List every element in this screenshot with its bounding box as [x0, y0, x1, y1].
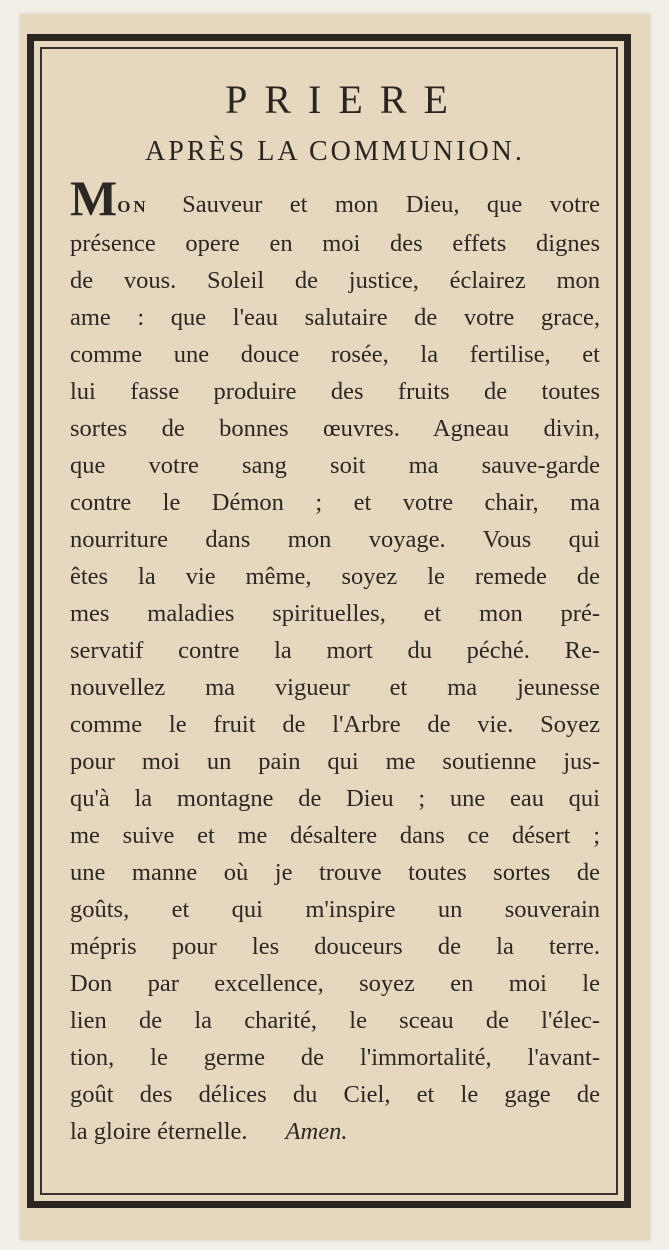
- text-line: comme une douce rosée, la fertilise, et: [70, 341, 600, 368]
- text-line: ame : que l'eau salutaire de votre grace,: [70, 304, 600, 331]
- text-line: une manne où je trouve toutes sortes de: [70, 859, 600, 886]
- prayer-body: [70, 170, 600, 1150]
- prayer-title: PRIERE: [225, 77, 465, 122]
- text-line: de vous. Soleil de justice, éclairez mon: [70, 267, 600, 294]
- amen-signoff: Amen.: [285, 1118, 348, 1145]
- text-line: lui fasse produire des fruits de toutes: [70, 378, 600, 405]
- text-line: servatif contre la mort du péché. Re-: [70, 637, 600, 664]
- drop-cap: M: [70, 170, 118, 226]
- text-line: que votre sang soit ma sauve-garde: [70, 452, 600, 479]
- prayer-card: [70, 74, 600, 1174]
- text-line: pour moi un pain qui me soutienne jus-: [70, 748, 600, 775]
- text-line: comme le fruit de l'Arbre de vie. Soyez: [70, 711, 600, 738]
- text-line: goût des délices du Ciel, et le gage de: [70, 1081, 600, 1108]
- prayer-subtitle: APRÈS LA COMMUNION.: [145, 136, 525, 167]
- text-line: mépris pour les douceurs de la terre.: [70, 933, 600, 960]
- text-line: Don par excellence, soyez en moi le: [70, 970, 600, 997]
- text-line: nourriture dans mon voyage. Vous qui: [70, 526, 600, 553]
- text-line: lien de la charité, le sceau de l'élec-: [70, 1007, 600, 1034]
- text-line: sortes de bonnes œuvres. Agneau divin,: [70, 415, 600, 442]
- text-line: présence opere en moi des effets dignes: [70, 230, 600, 257]
- drop-cap-rest: ON: [117, 197, 149, 216]
- text-line: mes maladies spirituelles, et mon pré-: [70, 600, 600, 627]
- text-line: êtes la vie même, soyez le remede de: [70, 563, 600, 590]
- text-line: MON Sauveur et mon Dieu, que votre: [70, 170, 600, 226]
- text-line: qu'à la montagne de Dieu ; une eau qui: [70, 785, 600, 812]
- closing-text: la gloire éternelle.: [70, 1118, 248, 1145]
- text-line: goûts, et qui m'inspire un souverain: [70, 896, 600, 923]
- text-line: contre le Démon ; et votre chair, ma: [70, 489, 600, 516]
- text-line: tion, le germe de l'immortalité, l'avant-: [70, 1044, 600, 1071]
- text-line: nouvellez ma vigueur et ma jeunesse: [70, 674, 600, 701]
- text-line-last: [70, 1113, 600, 1150]
- text-line: me suive et me désaltere dans ce désert ;: [70, 822, 600, 849]
